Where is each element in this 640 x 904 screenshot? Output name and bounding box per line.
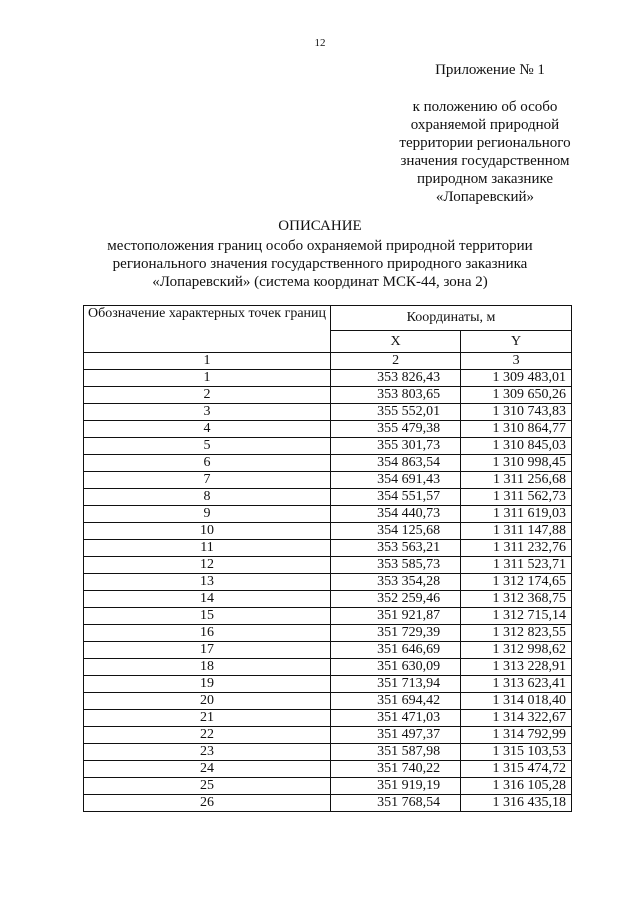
y-coordinate-cell: 1 314 792,99 (461, 727, 572, 744)
appendix-title: Приложение № 1 (435, 62, 545, 78)
y-coordinate-cell: 1 315 474,72 (461, 761, 572, 778)
y-coordinate-cell: 1 312 823,55 (461, 625, 572, 642)
x-coordinate-cell: 351 919,19 (331, 778, 461, 795)
table-row (84, 659, 572, 676)
table-row (84, 472, 572, 489)
table-row (84, 744, 572, 761)
y-coordinate-cell: 1 309 483,01 (461, 370, 572, 387)
table-row (84, 438, 572, 455)
y-coordinate-cell: 1 312 715,14 (461, 608, 572, 625)
x-coordinate-cell: 351 646,69 (331, 642, 461, 659)
header-coordinates: Координаты, м (331, 306, 572, 331)
y-coordinate-cell: 1 311 562,73 (461, 489, 572, 506)
y-coordinate-cell: 1 316 105,28 (461, 778, 572, 795)
y-coordinate-cell: 1 311 523,71 (461, 557, 572, 574)
column-number: 3 (461, 353, 572, 370)
table-row (84, 761, 572, 778)
table-row (84, 591, 572, 608)
table-row (84, 455, 572, 472)
appendix-subtitle-line: природном заказнике (416, 171, 554, 187)
point-number-cell: 3 (84, 404, 331, 421)
coordinates-table (83, 305, 572, 812)
x-coordinate-cell: 351 768,54 (331, 795, 461, 812)
y-coordinate-cell: 1 309 650,26 (461, 387, 572, 404)
table-row (84, 710, 572, 727)
point-number-cell: 14 (84, 591, 331, 608)
table-row (84, 387, 572, 404)
y-coordinate-cell: 1 310 743,83 (461, 404, 572, 421)
column-number: 1 (84, 353, 331, 370)
page-number: 12 (314, 37, 326, 49)
appendix-subtitle-line: к положению об особо (412, 99, 558, 115)
y-coordinate-cell: 1 314 322,67 (461, 710, 572, 727)
x-coordinate-cell: 351 471,03 (331, 710, 461, 727)
point-number-cell: 6 (84, 455, 331, 472)
y-coordinate-cell: 1 310 998,45 (461, 455, 572, 472)
y-coordinate-cell: 1 312 998,62 (461, 642, 572, 659)
description-subtitle (0, 237, 640, 291)
table-row (84, 574, 572, 591)
y-coordinate-cell: 1 311 232,76 (461, 540, 572, 557)
point-number-cell: 11 (84, 540, 331, 557)
table-row (84, 625, 572, 642)
y-coordinate-cell: 1 315 103,53 (461, 744, 572, 761)
header-y: Y (461, 331, 572, 353)
table-row (84, 404, 572, 421)
header-points: Обозначение характерных точек границ (84, 306, 331, 353)
x-coordinate-cell: 353 803,65 (331, 387, 461, 404)
table-row (84, 540, 572, 557)
y-coordinate-cell: 1 313 623,41 (461, 676, 572, 693)
point-number-cell: 20 (84, 693, 331, 710)
point-number-cell: 15 (84, 608, 331, 625)
x-coordinate-cell: 351 630,09 (331, 659, 461, 676)
x-coordinate-cell: 351 713,94 (331, 676, 461, 693)
point-number-cell: 8 (84, 489, 331, 506)
y-coordinate-cell: 1 310 864,77 (461, 421, 572, 438)
x-coordinate-cell: 354 691,43 (331, 472, 461, 489)
x-coordinate-cell: 351 497,37 (331, 727, 461, 744)
x-coordinate-cell: 353 563,21 (331, 540, 461, 557)
point-number-cell: 23 (84, 744, 331, 761)
x-coordinate-cell: 355 301,73 (331, 438, 461, 455)
y-coordinate-cell: 1 313 228,91 (461, 659, 572, 676)
x-coordinate-cell: 354 551,57 (331, 489, 461, 506)
table-row (84, 727, 572, 744)
table-row (84, 489, 572, 506)
point-number-cell: 26 (84, 795, 331, 812)
appendix-subtitle (390, 98, 580, 206)
x-coordinate-cell: 351 921,87 (331, 608, 461, 625)
point-number-cell: 10 (84, 523, 331, 540)
description-title: ОПИСАНИЕ (278, 218, 362, 234)
point-number-cell: 22 (84, 727, 331, 744)
x-coordinate-cell: 355 552,01 (331, 404, 461, 421)
point-number-cell: 1 (84, 370, 331, 387)
appendix-subtitle-line: значения государственном (400, 153, 570, 169)
table-row (84, 795, 572, 812)
table-row (84, 421, 572, 438)
table-row (84, 676, 572, 693)
y-coordinate-cell: 1 312 174,65 (461, 574, 572, 591)
appendix-subtitle-line: «Лопаревский» (435, 189, 535, 205)
y-coordinate-cell: 1 311 147,88 (461, 523, 572, 540)
y-coordinate-cell: 1 310 845,03 (461, 438, 572, 455)
point-number-cell: 18 (84, 659, 331, 676)
point-number-cell: 13 (84, 574, 331, 591)
description-line: регионального значения государственного природного заказника (112, 256, 528, 272)
point-number-cell: 5 (84, 438, 331, 455)
table-row (84, 693, 572, 710)
point-number-cell: 12 (84, 557, 331, 574)
table-row (84, 642, 572, 659)
y-coordinate-cell: 1 316 435,18 (461, 795, 572, 812)
x-coordinate-cell: 353 585,73 (331, 557, 461, 574)
table-header-row (84, 306, 572, 331)
x-coordinate-cell: 351 740,22 (331, 761, 461, 778)
y-coordinate-cell: 1 311 619,03 (461, 506, 572, 523)
point-number-cell: 2 (84, 387, 331, 404)
table-row (84, 506, 572, 523)
x-coordinate-cell: 351 729,39 (331, 625, 461, 642)
point-number-cell: 7 (84, 472, 331, 489)
description-line: «Лопаревский» (система координат МСК-44, зона 2) (152, 274, 488, 290)
table-row (84, 370, 572, 387)
x-coordinate-cell: 353 826,43 (331, 370, 461, 387)
x-coordinate-cell: 354 125,68 (331, 523, 461, 540)
point-number-cell: 16 (84, 625, 331, 642)
table-column-number-row (84, 353, 572, 370)
header-x: X (331, 331, 461, 353)
description-line: местоположения границ особо охраняемой природной территории (107, 238, 533, 254)
point-number-cell: 4 (84, 421, 331, 438)
table-row (84, 523, 572, 540)
x-coordinate-cell: 354 863,54 (331, 455, 461, 472)
x-coordinate-cell: 352 259,46 (331, 591, 461, 608)
x-coordinate-cell: 351 587,98 (331, 744, 461, 761)
point-number-cell: 24 (84, 761, 331, 778)
point-number-cell: 19 (84, 676, 331, 693)
point-number-cell: 17 (84, 642, 331, 659)
y-coordinate-cell: 1 311 256,68 (461, 472, 572, 489)
table-row (84, 778, 572, 795)
column-number: 2 (331, 353, 461, 370)
x-coordinate-cell: 354 440,73 (331, 506, 461, 523)
x-coordinate-cell: 353 354,28 (331, 574, 461, 591)
y-coordinate-cell: 1 312 368,75 (461, 591, 572, 608)
appendix-subtitle-line: охраняемой природной (410, 117, 560, 133)
point-number-cell: 9 (84, 506, 331, 523)
x-coordinate-cell: 351 694,42 (331, 693, 461, 710)
table-row (84, 608, 572, 625)
point-number-cell: 25 (84, 778, 331, 795)
y-coordinate-cell: 1 314 018,40 (461, 693, 572, 710)
table-row (84, 557, 572, 574)
point-number-cell: 21 (84, 710, 331, 727)
x-coordinate-cell: 355 479,38 (331, 421, 461, 438)
appendix-subtitle-line: территории регионального (399, 135, 571, 151)
